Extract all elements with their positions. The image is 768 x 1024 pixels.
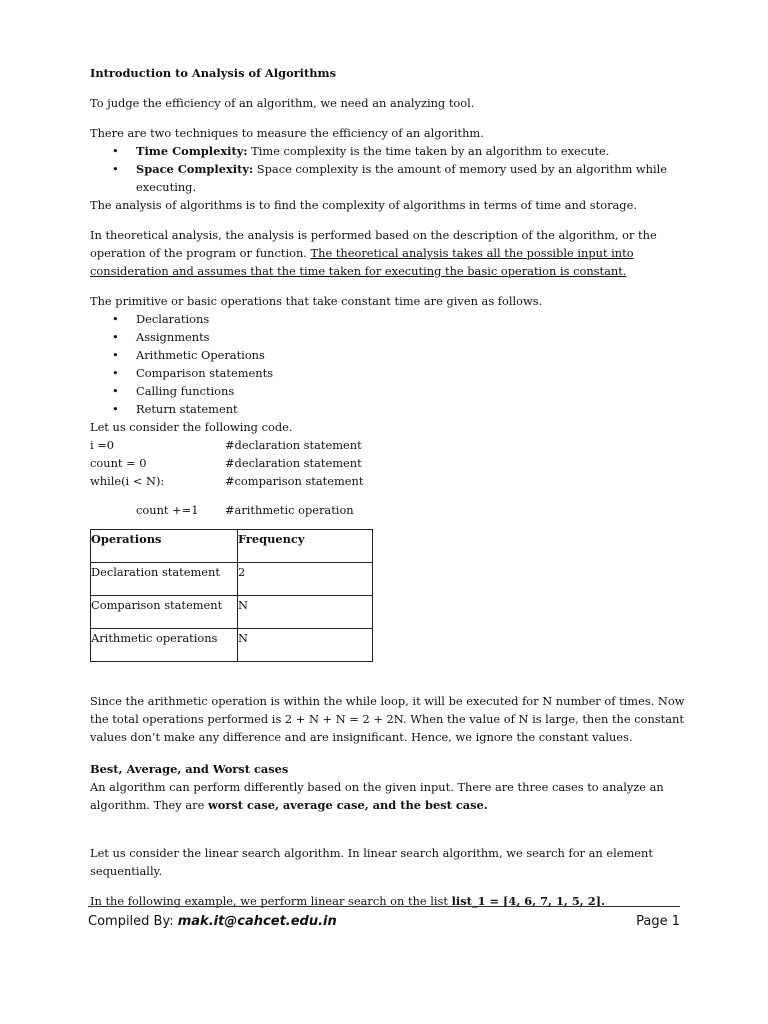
- table-cell: 2: [238, 563, 373, 596]
- table-row: [91, 563, 373, 596]
- techniques-list: [90, 142, 690, 196]
- footer-compiled-by: Compiled By: mak.it@cahcet.edu.in: [88, 914, 337, 929]
- list-item: • Time Complexity: Time complexity is the time taken by an algorithm to execute.: [90, 142, 690, 160]
- page-footer: [88, 906, 680, 931]
- list-item: • Assignments: [90, 328, 690, 346]
- list-item: • Declarations: [90, 310, 690, 328]
- table-header-row: [91, 530, 373, 563]
- doc-title: Introduction to Analysis of Algorithms: [90, 66, 336, 80]
- table-cell: Declaration statement: [91, 563, 238, 596]
- list-item: • Comparison statements: [90, 364, 690, 382]
- paragraph-intro: To judge the efficiency of an algorithm, we need an analyzing tool.: [90, 96, 475, 110]
- paragraph-linear-search: Let us consider the linear search algorithm. In linear search algorithm, we search for an element sequentially.: [90, 846, 653, 878]
- list-item: • Return statement: [90, 400, 690, 418]
- document-body: [90, 64, 690, 910]
- table-cell: Comparison statement: [91, 596, 238, 629]
- paragraph-arithmetic: Since the arithmetic operation is within the while loop, it will be executed for N number of times. Now the total operations performed is 2 + N + N = 2 + 2N. When the value of N is large, then the constant values don’t make any difference and are insignificant. Hence, we ignore the constant values.: [90, 694, 685, 744]
- table-header: Frequency: [238, 530, 373, 563]
- paragraph-primitive: The primitive or basic operations that take constant time are given as follows.: [90, 294, 543, 308]
- table-cell: Arithmetic operations: [91, 629, 238, 662]
- footer-email: mak.it@cahcet.edu.in: [177, 914, 337, 929]
- list-item: • Arithmetic Operations: [90, 346, 690, 364]
- paragraph-code-intro: Let us consider the following code.: [90, 420, 293, 434]
- paragraph-analysis: The analysis of algorithms is to find the complexity of algorithms in terms of time and storage.: [90, 198, 637, 212]
- code-line: count +=1 #arithmetic operation: [136, 503, 354, 517]
- table-header: Operations: [91, 530, 238, 563]
- table-cell: N: [238, 596, 373, 629]
- code-line: while(i < N): #comparison statement: [90, 474, 364, 488]
- paragraph-techniques: There are two techniques to measure the efficiency of an algorithm.: [90, 126, 484, 140]
- basic-ops-list: [90, 310, 690, 418]
- code-block: [90, 436, 690, 519]
- code-line: i =0 #declaration statement: [90, 438, 362, 452]
- list-item: • Calling functions: [90, 382, 690, 400]
- page-number: Page 1: [636, 914, 680, 929]
- table-cell: N: [238, 629, 373, 662]
- paragraph-theoretical: In theoretical analysis, the analysis is performed based on the description of the algorithm, or the operation of the program or function. The theoretical analysis takes all the possible input into consideration and assumes that the time taken for executing the basic operation is constant.: [90, 228, 657, 278]
- list-item: • Space Complexity: Space complexity is the amount of memory used by an algorithm while executing.: [90, 160, 690, 196]
- operations-table: [90, 529, 373, 662]
- table-row: [91, 629, 373, 662]
- table-row: [91, 596, 373, 629]
- code-line: count = 0 #declaration statement: [90, 456, 362, 470]
- section-title-cases: Best, Average, and Worst cases: [90, 762, 289, 776]
- underlined-sentence: The theoretical analysis takes all the possible input into consideration and assumes that the time taken for executing the basic operation is constant.: [90, 246, 634, 278]
- paragraph-example: In the following example, we perform linear search on the list list_1 = [4, 6, 7, 1, 5, 2].: [90, 894, 605, 908]
- paragraph-cases: An algorithm can perform differently based on the given input. There are three cases to analyze an algorithm. They are worst case, average case, and the best case.: [90, 780, 664, 812]
